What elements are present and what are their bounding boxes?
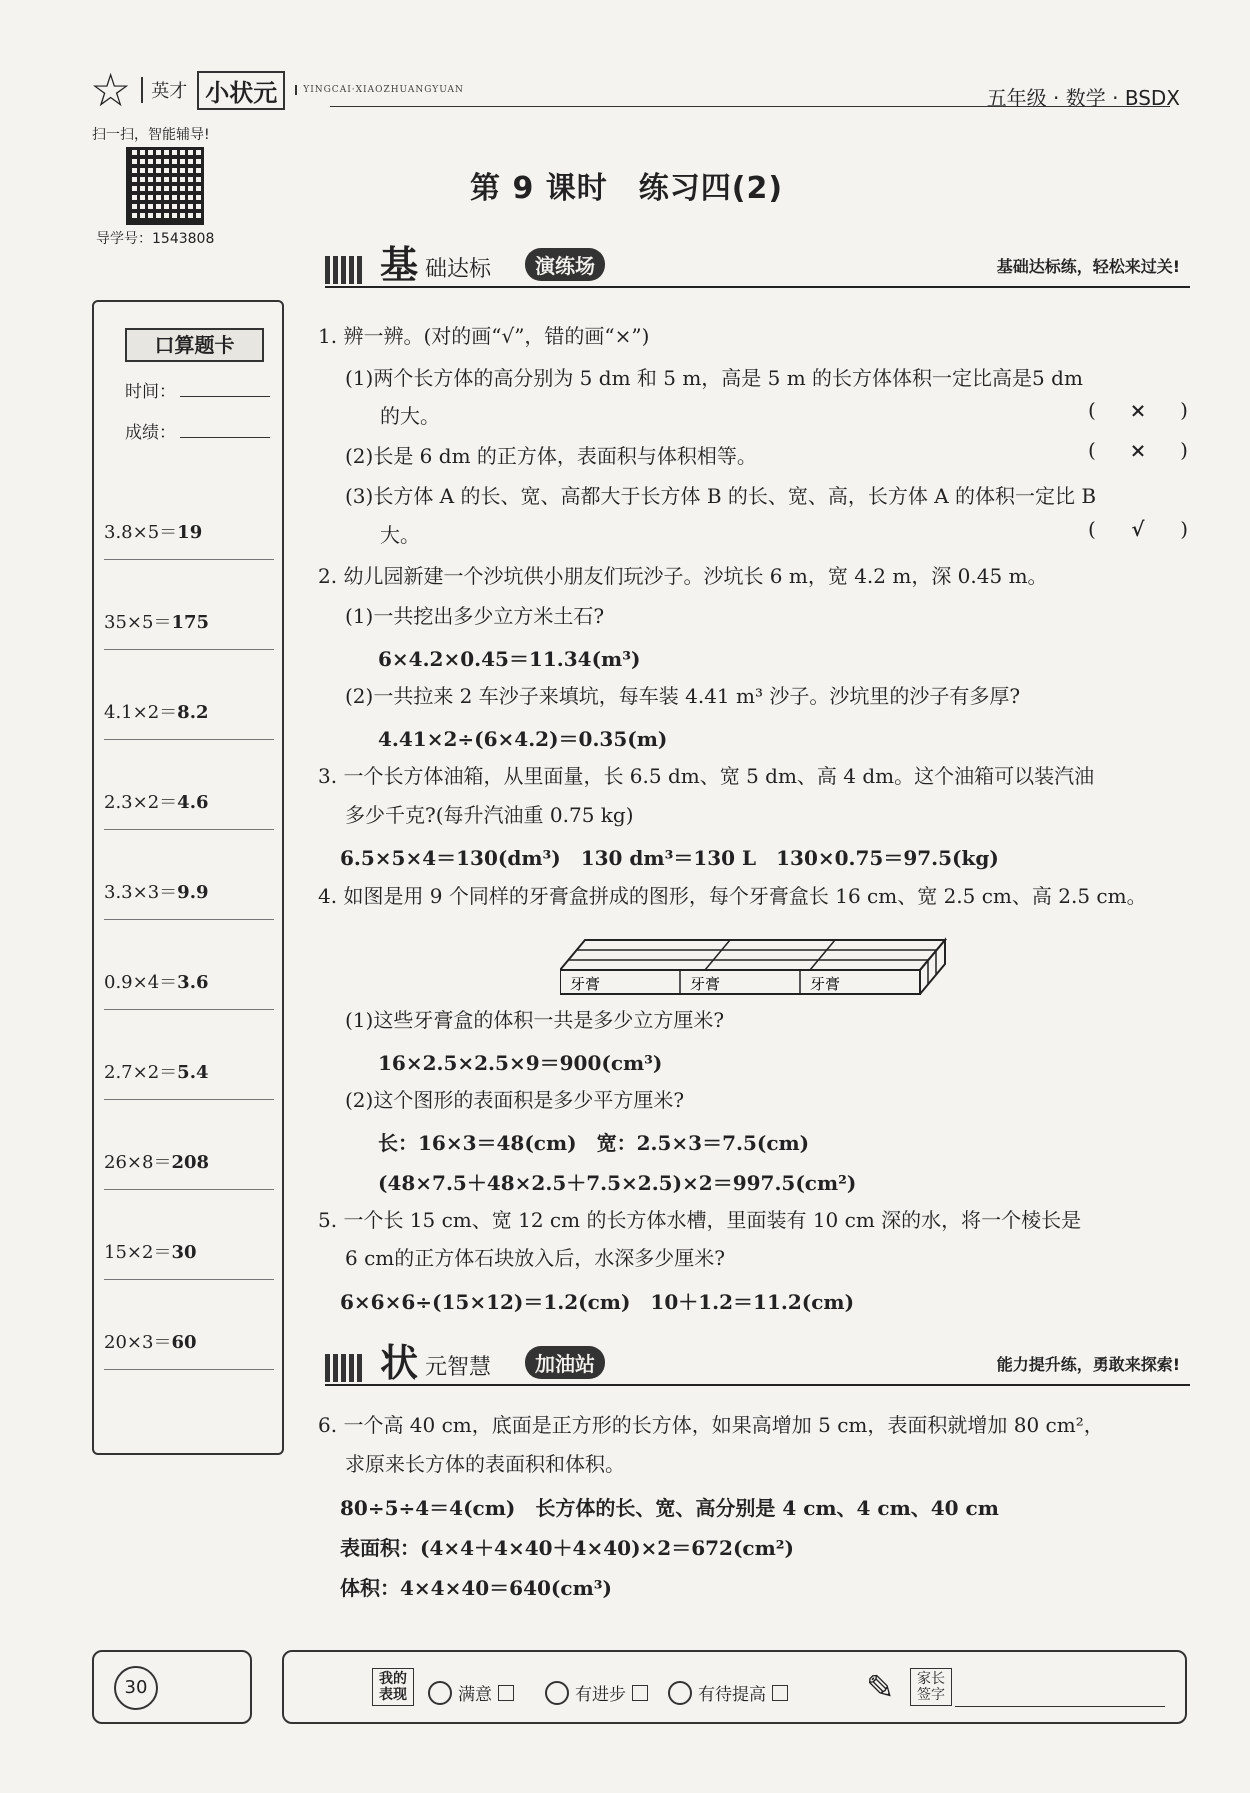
brand-main: 小状元 — [197, 71, 285, 110]
option-satisfied[interactable]: 满意 — [428, 1680, 514, 1705]
q1-sub3-cont: 大。 — [380, 523, 420, 547]
score-blank[interactable] — [180, 437, 270, 438]
time-label: 时间： — [125, 382, 176, 402]
signature-line[interactable] — [955, 1706, 1165, 1707]
q6-answer1: 80÷5÷4＝4(cm) 长方体的长、宽、高分别是 4 cm、4 cm、40 cm — [340, 1496, 999, 1520]
q2-answer1: 6×4.2×0.45＝11.34(m³) — [378, 647, 641, 671]
figure-top-face — [560, 940, 945, 970]
q3-stem: 3. 一个长方体油箱，从里面量，长 6.5 dm、宽 5 dm、高 4 dm。这个油箱可以装汽油 — [318, 764, 1095, 788]
q4-answer2: 长：16×3＝48(cm) 宽：2.5×3＝7.5(cm) — [378, 1131, 810, 1155]
q4-answer3: (48×7.5＋48×2.5＋7.5×2.5)×2＝997.5(cm²) — [378, 1171, 857, 1195]
performance-label: 我的表现 — [372, 1668, 414, 1706]
lesson-title: 第 9 课时 练习四(2) — [470, 171, 784, 206]
section-banner-basic — [325, 240, 1190, 288]
q4-stem: 4. 如图是用 9 个同样的牙膏盒拼成的图形，每个牙膏盒长 16 cm、宽 2.5 cm、高 2.5 cm。 — [318, 884, 1147, 908]
banner-badge: 演练场 — [525, 248, 605, 281]
toothpaste-label: 牙膏 — [810, 975, 841, 993]
q6-answer3: 体积：4×4×40＝640(cm³) — [340, 1576, 612, 1600]
page-number: 30 — [114, 1666, 158, 1710]
q2-answer2: 4.41×2÷(6×4.2)＝0.35(m) — [378, 727, 668, 751]
q1-mark1[interactable]: ( × ) — [1088, 398, 1188, 422]
q1-sub1: (1)两个长方体的高分别为 5 dm 和 5 m，高是 5 m 的长方体体积一定比高是5 dm — [345, 366, 1083, 390]
oral-item: 15×2＝30 — [104, 1190, 274, 1280]
figure-top-divider — [810, 940, 835, 970]
header-divider — [330, 106, 1170, 107]
checkbox-progress[interactable] — [632, 1685, 648, 1701]
q5-stem-cont: 6 cm的正方体石块放入后，水深多少厘米? — [345, 1246, 725, 1270]
banner-small-text: 础达标 — [425, 257, 492, 282]
bar-chart-icon — [325, 1354, 363, 1382]
oral-item: 4.1×2＝8.2 — [104, 650, 274, 740]
q4-sub2: (2)这个图形的表面积是多少平方厘米? — [345, 1088, 685, 1112]
oral-card-title: 口算题卡 — [125, 328, 264, 362]
q1-mark2[interactable]: ( × ) — [1088, 438, 1188, 462]
guide-number: 导学号：1543808 — [96, 231, 215, 247]
figure-front-face — [560, 970, 920, 994]
toothpaste-label: 牙膏 — [570, 975, 601, 993]
q1-sub2: (2)长是 6 dm 的正方体，表面积与体积相等。 — [345, 444, 757, 468]
time-field — [125, 377, 270, 402]
oral-item: 3.3×3＝9.9 — [104, 830, 274, 920]
oral-item: 0.9×4＝3.6 — [104, 920, 274, 1010]
pen-icon: ✎ — [866, 1668, 895, 1708]
parent-signature-label: 家长签字 — [910, 1668, 952, 1706]
q5-answer: 6×6×6÷(15×12)＝1.2(cm) 10＋1.2＝11.2(cm) — [340, 1290, 855, 1314]
q4-sub1: (1)这些牙膏盒的体积一共是多少立方厘米? — [345, 1008, 725, 1032]
q5-stem: 5. 一个长 15 cm、宽 12 cm 的长方体水槽，里面装有 10 cm 深的水，将一个棱长是 — [318, 1208, 1082, 1232]
score-label: 成绩： — [125, 423, 176, 443]
q3-answer: 6.5×5×4＝130(dm³) 130 dm³＝130 L 130×0.75＝97.5(kg) — [340, 846, 999, 870]
banner-slogan: 基础达标练，轻松来过关! — [996, 257, 1180, 276]
time-blank[interactable] — [180, 396, 270, 397]
q3-stem-cont: 多少千克?(每升汽油重 0.75 kg) — [345, 803, 634, 827]
option-improve[interactable]: 有待提高 — [668, 1680, 788, 1705]
figure-top-divider — [705, 940, 730, 970]
q1-stem: 1. 辨一辨。(对的画“√”，错的画“×”) — [318, 324, 650, 348]
banner-badge: 加油站 — [525, 1346, 605, 1379]
scan-text: 扫一扫，智能辅导! — [92, 127, 210, 143]
q6-stem-cont: 求原来长方体的表面积和体积。 — [345, 1452, 625, 1476]
oral-item: 2.3×2＝4.6 — [104, 740, 274, 830]
banner-slogan: 能力提升练，勇敢来探索! — [996, 1355, 1180, 1374]
q6-answer2: 表面积：(4×4＋4×40＋4×40)×2＝672(cm²) — [340, 1536, 794, 1560]
checkbox-improve[interactable] — [772, 1685, 788, 1701]
q6-stem: 6. 一个高 40 cm，底面是正方形的长方体，如果高增加 5 cm，表面积就增加 80 cm²， — [318, 1413, 1104, 1437]
oral-item: 2.7×2＝5.4 — [104, 1010, 274, 1100]
smile-face-icon — [428, 1681, 452, 1705]
qr-code-icon[interactable] — [126, 147, 204, 225]
oral-item: 35×5＝175 — [104, 560, 274, 650]
grin-face-icon — [545, 1681, 569, 1705]
oral-item: 3.8×5＝19 — [104, 470, 274, 560]
banner-big-char: 状 — [380, 1340, 419, 1385]
brand-left: 英才 — [141, 77, 187, 103]
section-banner-advanced — [325, 1338, 1190, 1386]
banner-small-text: 元智慧 — [425, 1355, 492, 1380]
bar-chart-icon — [325, 256, 363, 284]
q2-sub2: (2)一共拉来 2 车沙子来填坑，每车装 4.41 m³ 沙子。沙坑里的沙子有多厚? — [345, 684, 1021, 708]
q1-sub1-cont: 的大。 — [380, 404, 440, 428]
brand-pinyin: YINGCAI·XIAOZHUANGYUAN — [295, 85, 464, 95]
oral-item: 26×8＝208 — [104, 1100, 274, 1190]
oral-item: 20×3＝60 — [104, 1280, 274, 1370]
toothpaste-label: 牙膏 — [690, 975, 721, 993]
figure-side-face — [920, 940, 945, 994]
checkbox-satisfied[interactable] — [498, 1685, 514, 1701]
brand-logo — [90, 63, 464, 117]
q2-sub1: (1)一共挖出多少立方米土石? — [345, 604, 605, 628]
q2-stem: 2. 幼儿园新建一个沙坑供小朋友们玩沙子。沙坑长 6 m，宽 4.2 m，深 0.45 m。 — [318, 564, 1048, 588]
star-icon: ☆ — [90, 63, 132, 117]
q1-mark3[interactable]: ( √ ) — [1088, 517, 1188, 541]
neutral-face-icon — [668, 1681, 692, 1705]
toothpaste-figure — [560, 930, 950, 995]
score-field — [125, 418, 270, 443]
q1-sub3: (3)长方体 A 的长、宽、高都大于长方体 B 的长、宽、高，长方体 A 的体积一定比 B — [345, 484, 1097, 508]
option-progress[interactable]: 有进步 — [545, 1680, 648, 1705]
banner-big-char: 基 — [380, 242, 419, 287]
grade-subject: 五年级 · 数学 · BSDX — [986, 86, 1180, 110]
q4-answer1: 16×2.5×2.5×9＝900(cm³) — [378, 1051, 663, 1075]
